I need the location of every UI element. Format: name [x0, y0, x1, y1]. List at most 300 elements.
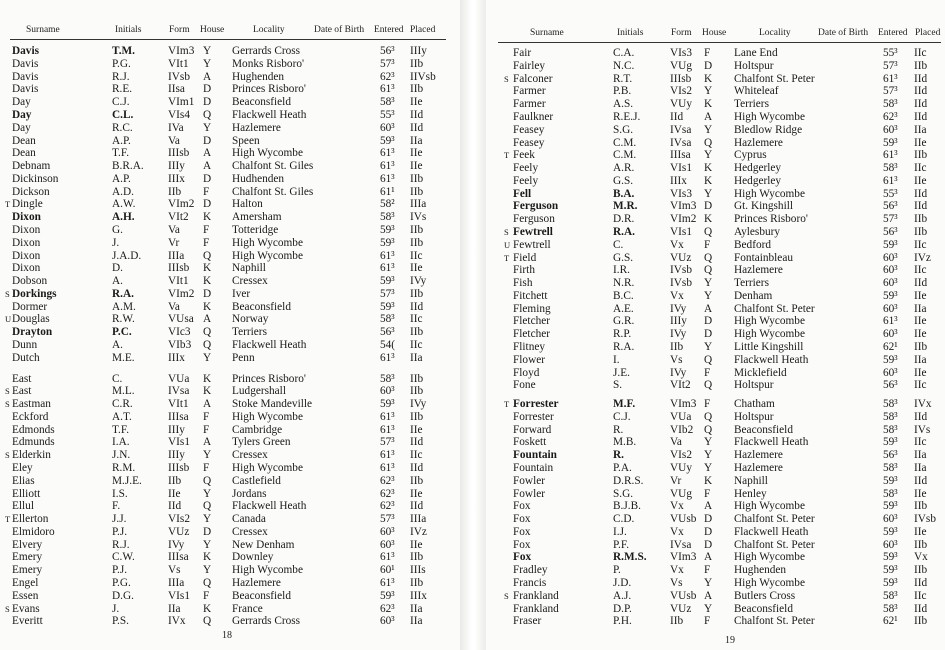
table-row [0, 513, 460, 526]
surname-cell: Fairley [513, 59, 545, 72]
initials-cell: S. [613, 379, 623, 392]
house-cell: F [704, 47, 711, 59]
table-row [486, 149, 945, 162]
placed-cell: IIc [410, 338, 423, 351]
entered-cell: 62³ [380, 70, 395, 83]
table-row [0, 436, 460, 449]
form-cell: IIb [168, 474, 182, 487]
locality-cell: Lane End [734, 47, 778, 59]
table-row [486, 577, 945, 590]
form-cell: VUg [670, 59, 692, 72]
locality-cell: Little Kingshill [734, 340, 804, 353]
entered-cell: 60³ [883, 328, 898, 341]
initials-cell: R.W. [112, 313, 135, 326]
locality-cell: High Wycombe [232, 564, 303, 577]
placed-cell: IIIx [410, 589, 427, 602]
form-cell: VIm3 [168, 45, 195, 57]
locality-cell: Flackwell Heath [734, 353, 809, 366]
prefix-mark: U [504, 239, 511, 250]
entered-cell: 61¹ [380, 185, 395, 198]
form-cell: IIIy [168, 423, 185, 436]
form-cell: IVx [168, 615, 186, 628]
entered-cell: 58³ [380, 96, 395, 109]
surname-cell: Fish [513, 277, 533, 289]
form-cell: Vx [670, 289, 684, 302]
placed-cell: IId [410, 436, 424, 449]
form-cell: Va [168, 134, 180, 147]
placed-cell: IIb [410, 236, 424, 249]
placed-cell: IIa [914, 462, 927, 474]
locality-cell: Flackwell Heath [232, 500, 307, 513]
table-row [486, 379, 945, 392]
prefix-mark: S [504, 73, 509, 84]
entered-cell: 58³ [380, 372, 395, 385]
entered-cell: 60³ [380, 525, 395, 538]
entered-cell: 59³ [380, 134, 395, 147]
surname-cell: Essen [12, 589, 39, 602]
locality-cell: Monks Risboro' [232, 57, 305, 70]
table-row [0, 83, 460, 96]
house-cell: Q [704, 136, 713, 149]
locality-cell: Gt. Kingshill [734, 200, 793, 213]
placed-cell: IId [914, 98, 928, 111]
initials-cell: A.E. [613, 302, 634, 315]
table-row [486, 615, 945, 628]
entered-cell: 56³ [883, 225, 898, 238]
initials-cell: A.W. [112, 198, 136, 211]
placed-cell: IIb [410, 372, 424, 385]
locality-cell: Terriers [734, 98, 769, 111]
locality-cell: Castlefield [232, 474, 281, 487]
entered-cell: 59³ [380, 236, 395, 249]
locality-cell: High Wycombe [734, 328, 805, 341]
header-house: House [702, 28, 727, 38]
form-cell: IIsa [168, 83, 185, 96]
house-cell: Y [704, 187, 713, 200]
house-cell: Y [203, 513, 212, 526]
form-cell: VIt1 [168, 275, 189, 287]
initials-cell: R.A. [112, 287, 134, 300]
initials-cell: D. [112, 262, 123, 275]
placed-cell: IIb [914, 615, 928, 628]
entered-cell: 60³ [883, 302, 898, 315]
form-cell: IIe [168, 487, 181, 500]
placed-cell: IIe [914, 487, 927, 500]
placed-cell: IIe [410, 487, 423, 500]
table-row [0, 615, 460, 628]
surname-cell: Fradley [513, 564, 548, 577]
entered-cell: 60³ [883, 513, 898, 526]
entered-cell: 59³ [380, 223, 395, 236]
locality-cell: Bledlow Ridge [734, 123, 803, 136]
form-cell: VUg [670, 487, 692, 500]
surname-cell: Elvery [12, 538, 43, 551]
placed-cell: IIa [410, 351, 423, 364]
form-cell: VUy [670, 462, 692, 474]
placed-cell: IId [914, 602, 928, 615]
surname-cell: Ferguson [513, 213, 555, 226]
locality-cell: Beaconsfield [232, 300, 291, 313]
locality-cell: Norway [232, 313, 269, 326]
house-cell: D [203, 287, 212, 300]
placed-cell: IIb [410, 83, 424, 96]
entered-cell: 61³ [380, 249, 395, 262]
initials-cell: R.M. [112, 462, 136, 474]
entered-cell: 61³ [380, 160, 395, 172]
locality-cell: Chalfont St. Peter [734, 302, 815, 315]
surname-cell: Fell [513, 187, 532, 200]
form-cell: IVsa [670, 136, 692, 149]
form-cell: VIm3 [670, 398, 697, 411]
surname-cell: Day [12, 121, 31, 134]
house-cell: Q [203, 500, 212, 513]
initials-cell: A.T. [112, 410, 132, 423]
locality-cell: Terriers [232, 326, 267, 339]
locality-cell: Butlers Cross [734, 589, 796, 602]
table-row [486, 290, 945, 303]
locality-cell: Tylers Green [232, 436, 291, 449]
placed-cell: IVz [914, 251, 931, 264]
house-cell: F [704, 615, 711, 628]
initials-cell: J.A.D. [112, 249, 142, 262]
locality-cell: Penn [232, 351, 255, 364]
form-cell: VIs2 [670, 85, 692, 98]
table-row [0, 313, 460, 326]
locality-cell: High Wycombe [232, 236, 303, 249]
initials-cell: J.J. [112, 513, 127, 526]
form-cell: VIm2 [168, 287, 195, 300]
initials-cell: R.T. [613, 72, 633, 85]
form-cell: IVsa [168, 385, 190, 398]
house-cell: D [203, 198, 212, 211]
form-cell: IIIa [168, 577, 185, 589]
form-cell: VIb2 [670, 423, 694, 436]
initials-cell: A. [112, 275, 123, 287]
table-row [486, 513, 945, 526]
table-row [486, 500, 945, 513]
table-row [0, 385, 460, 398]
initials-cell: G.S. [613, 251, 634, 264]
form-cell: Vr [168, 236, 180, 249]
entered-cell: 59³ [883, 289, 898, 302]
form-cell: IVsb [670, 277, 692, 289]
house-cell: Y [704, 449, 713, 462]
form-cell: Vr [670, 474, 682, 487]
table-row [0, 224, 460, 237]
house-cell: Q [704, 423, 713, 436]
entered-cell: 62³ [883, 110, 898, 123]
placed-cell: IIb [410, 185, 424, 198]
initials-cell: J.E. [613, 366, 630, 379]
house-cell: Y [203, 57, 212, 70]
table-row [486, 539, 945, 552]
form-cell: Vx [670, 525, 684, 538]
table-row [486, 603, 945, 616]
table-row [486, 354, 945, 367]
table-row [0, 147, 460, 160]
surname-cell: Dutch [12, 351, 40, 364]
placed-cell: IIa [914, 302, 927, 315]
house-cell: K [704, 474, 713, 487]
form-cell: IIIsa [168, 551, 189, 564]
placed-cell: IIb [410, 577, 424, 589]
placed-cell: IId [410, 300, 424, 313]
table-row [486, 124, 945, 137]
placed-cell: IIIs [410, 564, 426, 577]
surname-cell: Fitchett [513, 289, 548, 302]
locality-cell: Naphill [232, 262, 266, 275]
locality-cell: Henley [734, 487, 767, 500]
entered-cell: 58³ [883, 462, 898, 474]
surname-cell: Elderkin [12, 449, 51, 462]
table-row [486, 436, 945, 449]
house-cell: F [704, 366, 711, 379]
table-row [0, 198, 460, 211]
house-cell: Y [704, 277, 713, 289]
locality-cell: Bedford [734, 238, 772, 251]
entered-cell: 56³ [883, 449, 898, 462]
header-rule [498, 42, 941, 43]
table-row [0, 186, 460, 199]
table-row [486, 47, 945, 60]
entered-cell: 58³ [883, 98, 898, 111]
form-cell: VIm3 [670, 200, 697, 213]
locality-cell: High Wycombe [232, 410, 303, 423]
initials-cell: I. [613, 353, 620, 366]
table-row [0, 71, 460, 84]
locality-cell: Iver [232, 287, 251, 300]
entered-cell: 57³ [380, 287, 395, 300]
table-row [0, 373, 460, 386]
surname-cell: Emery [12, 564, 43, 577]
entered-cell: 60³ [883, 251, 898, 264]
placed-cell: IIb [410, 223, 424, 236]
surname-cell: Fewtrell [513, 225, 553, 238]
surname-cell: Dean [12, 147, 36, 160]
initials-cell: P.G. [112, 577, 131, 589]
entered-cell: 61³ [380, 147, 395, 160]
placed-cell: IId [914, 410, 928, 423]
locality-cell: Denham [734, 289, 773, 302]
house-cell: Y [704, 436, 713, 449]
table-row [0, 462, 460, 475]
entered-cell: 57³ [883, 59, 898, 72]
prefix-mark: T [504, 150, 510, 161]
placed-cell: IVsb [914, 513, 936, 526]
house-cell: Y [203, 564, 212, 577]
form-cell: VIm2 [670, 213, 697, 226]
entered-cell: 58³ [380, 211, 395, 224]
entered-cell: 57³ [380, 513, 395, 526]
surname-cell: Dixon [12, 211, 41, 224]
entered-cell: 59³ [883, 436, 898, 449]
initials-cell: I.J. [613, 525, 627, 538]
placed-cell: IIe [410, 538, 423, 551]
locality-cell: Hazlemere [734, 264, 783, 277]
right-page [486, 0, 945, 650]
table-row [486, 162, 945, 175]
form-cell: IVsb [168, 70, 190, 83]
form-cell: VIb3 [168, 338, 192, 351]
form-cell: IIb [670, 340, 684, 353]
house-cell: Y [704, 289, 713, 302]
surname-cell: Farmer [513, 98, 546, 111]
table-row [486, 462, 945, 475]
surname-cell: Fair [513, 47, 532, 59]
entered-cell: 61³ [883, 72, 898, 85]
placed-cell: IId [914, 85, 928, 98]
locality-cell: Chalfont St. Peter [734, 615, 815, 628]
table-row [486, 488, 945, 501]
house-cell: K [704, 174, 713, 187]
table-row [486, 475, 945, 488]
house-cell: Y [704, 340, 713, 353]
surname-cell: Dunn [12, 338, 38, 351]
locality-cell: Beaconsfield [734, 423, 793, 436]
initials-cell: M.F. [613, 398, 636, 411]
table-row [486, 200, 945, 213]
placed-cell: IVx [914, 398, 932, 411]
entered-cell: 59³ [380, 300, 395, 313]
table-row [0, 109, 460, 122]
house-cell: A [704, 500, 713, 513]
house-cell: K [704, 162, 713, 174]
locality-cell: High Wycombe [232, 249, 303, 262]
house-cell: K [203, 385, 212, 398]
house-cell: F [704, 238, 711, 251]
table-row [0, 326, 460, 339]
entered-cell: 61³ [380, 172, 395, 185]
locality-cell: Ludgershall [232, 385, 286, 398]
surname-cell: Elmidoro [12, 525, 55, 538]
house-cell: Q [704, 225, 713, 238]
form-cell: VIm3 [670, 551, 697, 564]
surname-cell: Elliott [12, 487, 41, 500]
form-cell: IIb [168, 185, 182, 198]
surname-cell: Ellul [12, 500, 34, 513]
entered-cell: 61³ [380, 83, 395, 96]
placed-cell: IIa [410, 134, 423, 147]
initials-cell: M.L. [112, 385, 135, 398]
initials-cell: T.F. [112, 423, 130, 436]
placed-cell: IIc [410, 313, 423, 326]
table-row [0, 96, 460, 109]
initials-cell: I.R. [613, 264, 630, 277]
initials-cell: J. [112, 236, 120, 249]
header-form: Form [169, 25, 190, 35]
house-cell: Q [704, 264, 713, 277]
surname-cell: Dixon [12, 249, 41, 262]
entered-cell: 59³ [883, 577, 898, 589]
placed-cell: IIb [410, 385, 424, 398]
placed-cell: IIc [914, 162, 927, 174]
placed-cell: IIb [410, 551, 424, 564]
initials-cell: P.G. [112, 57, 131, 70]
house-cell: Y [203, 351, 212, 364]
house-cell: Y [203, 487, 212, 500]
initials-cell: F. [112, 500, 121, 513]
entered-cell: 58³ [883, 487, 898, 500]
house-cell: D [203, 96, 212, 109]
placed-cell: IIc [914, 589, 927, 602]
table-row [0, 526, 460, 539]
surname-cell: Firth [513, 264, 535, 277]
locality-cell: Hazlemere [734, 136, 783, 149]
prefix-mark: U [5, 314, 12, 325]
initials-cell: D.R. [613, 213, 635, 226]
header-initials: Initials [617, 28, 644, 38]
locality-cell: Princes Risboro' [232, 372, 306, 385]
initials-cell: I.S. [112, 487, 128, 500]
placed-cell: IIb [914, 340, 928, 353]
placed-cell: IId [914, 200, 928, 213]
entered-cell: 61³ [883, 174, 898, 187]
surname-cell: Feely [513, 174, 539, 187]
initials-cell: R.M.S. [613, 551, 647, 564]
entered-cell: 60³ [883, 277, 898, 289]
initials-cell: P.J. [112, 525, 128, 538]
placed-cell: IIe [410, 147, 423, 160]
surname-cell: Davis [12, 57, 39, 70]
form-cell: IIIsb [168, 462, 190, 474]
entered-cell: 62¹ [883, 615, 898, 628]
surname-cell: Dixon [12, 223, 41, 236]
header-rule [10, 39, 446, 40]
table-row [486, 188, 945, 201]
house-cell: D [704, 328, 713, 341]
initials-cell: M.B. [613, 436, 637, 449]
header-placed: Placed [410, 25, 436, 35]
placed-cell: IIb [410, 172, 424, 185]
house-cell: A [704, 551, 713, 564]
entered-cell: 62³ [380, 500, 395, 513]
entered-cell: 60³ [883, 366, 898, 379]
surname-cell: Dean [12, 134, 36, 147]
form-cell: VUsb [670, 589, 697, 602]
house-cell: K [704, 72, 713, 85]
entered-cell: 57³ [380, 436, 395, 449]
surname-cell: Farmer [513, 85, 546, 98]
entered-cell: 59³ [883, 353, 898, 366]
surname-cell: Foskett [513, 436, 547, 449]
placed-cell: IIe [914, 289, 927, 302]
surname-cell: Flitney [513, 340, 546, 353]
placed-cell: IIVsb [410, 70, 436, 83]
surname-cell: Dixon [12, 236, 41, 249]
locality-cell: Terriers [734, 277, 769, 289]
house-cell: Q [203, 474, 212, 487]
page-number: 18 [222, 630, 232, 641]
prefix-mark: T [504, 252, 510, 263]
initials-cell: C.M. [613, 136, 637, 149]
surname-cell: Dixon [12, 262, 41, 275]
locality-cell: Flackwell Heath [734, 436, 809, 449]
locality-cell: Hazlemere [232, 577, 281, 589]
placed-cell: IIb [410, 57, 424, 70]
form-cell: VUy [670, 98, 692, 111]
locality-cell: Flackwell Heath [232, 338, 307, 351]
form-cell: IIIy [670, 315, 687, 328]
locality-cell: Beaconsfield [232, 589, 291, 602]
surname-cell: Feely [513, 162, 539, 174]
entered-cell: 58³ [883, 602, 898, 615]
form-cell: VIt1 [168, 398, 189, 411]
house-cell: K [203, 275, 212, 287]
house-cell: D [704, 200, 713, 213]
house-cell: Y [704, 462, 713, 474]
locality-cell: Flackwell Heath [232, 108, 307, 121]
house-cell: A [203, 398, 212, 411]
